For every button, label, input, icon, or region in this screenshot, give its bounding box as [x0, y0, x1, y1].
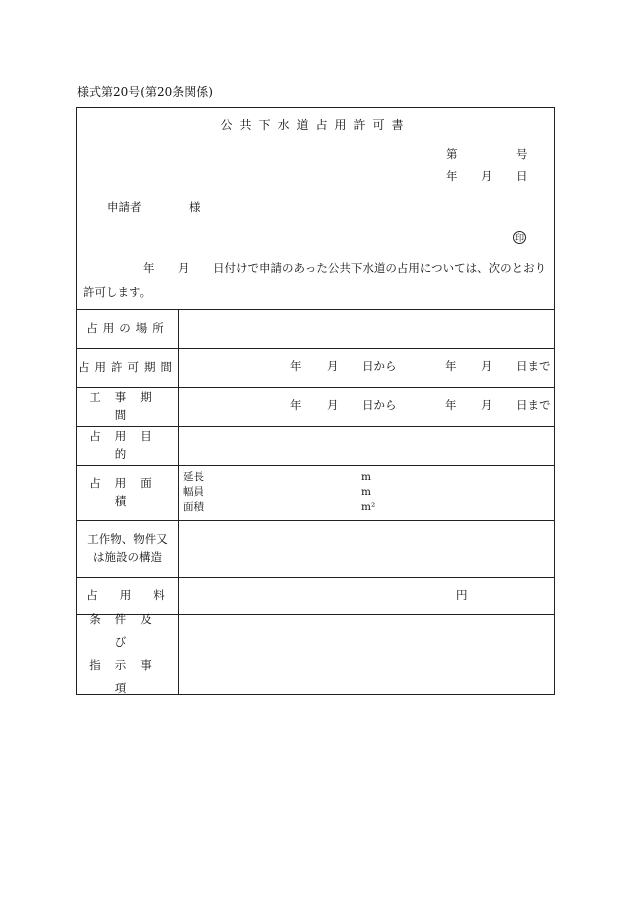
permit-from-day: 日から	[362, 359, 397, 373]
fee-unit: 円	[456, 588, 468, 602]
area-size-label: 面積	[183, 501, 204, 513]
purpose-label: 占用目的	[89, 429, 166, 461]
location-label-cell	[77, 309, 178, 348]
construction-until-year: 年	[445, 398, 457, 412]
area-label: 占用面積	[89, 476, 166, 508]
date-month: 月	[481, 169, 493, 183]
length-unit: m	[361, 471, 371, 483]
structure-label-line2: は施設の構造	[93, 549, 162, 564]
construction-from-month: 月	[327, 398, 339, 412]
purpose-label-cell	[77, 426, 178, 465]
area-label-cell	[77, 465, 178, 520]
number-suffix: 号	[516, 147, 528, 161]
permit-from-month: 月	[327, 359, 339, 373]
intro-text-line2: 許可します。	[83, 285, 152, 299]
form-title: 公共下水道占用許可書	[220, 118, 411, 132]
applicant-honorific: 様	[189, 200, 201, 214]
structure-label-cell	[77, 520, 178, 577]
conditions-label-line1: 条件及び	[89, 612, 166, 649]
construction-from-year: 年	[290, 398, 302, 412]
permit-form	[76, 107, 555, 695]
date-year: 年	[446, 169, 458, 183]
form-number: 様式第20号(第20条関係)	[77, 85, 213, 99]
permit-until-day: 日まで	[516, 359, 551, 373]
grid-column-divider	[178, 309, 179, 694]
construction-until-day: 日まで	[516, 398, 551, 412]
permit-period-label: 占用許可期間	[78, 359, 177, 374]
construction-period-label: 工事期間	[89, 390, 166, 422]
location-label: 占用の場所	[86, 320, 169, 335]
length-label: 延長	[183, 471, 204, 483]
permit-until-month: 月	[481, 359, 493, 373]
intro-month: 月	[178, 261, 190, 275]
permit-until-year: 年	[445, 359, 457, 373]
width-unit: m	[361, 486, 371, 498]
width-label: 幅員	[183, 486, 204, 498]
intro-year: 年	[143, 261, 155, 275]
permit-from-year: 年	[290, 359, 302, 373]
conditions-label-cell	[77, 614, 178, 694]
number-prefix: 第	[446, 147, 458, 161]
seal-mark: 印	[513, 231, 526, 244]
date-day: 日	[516, 169, 528, 183]
construction-until-month: 月	[481, 398, 493, 412]
fee-label: 占用料	[86, 587, 187, 602]
construction-period-label-cell	[77, 387, 178, 426]
permit-period-label-cell	[77, 348, 178, 387]
structure-label-line1: 工作物、物件又	[87, 532, 168, 547]
applicant-label: 申請者	[107, 200, 142, 214]
intro-text-line1: 日付けで申請のあった公共下水道の占用については、次のとおり	[213, 261, 547, 275]
construction-from-day: 日から	[362, 398, 397, 412]
area-unit: m²	[361, 501, 376, 513]
conditions-label-line2: 指示事項	[89, 658, 166, 695]
